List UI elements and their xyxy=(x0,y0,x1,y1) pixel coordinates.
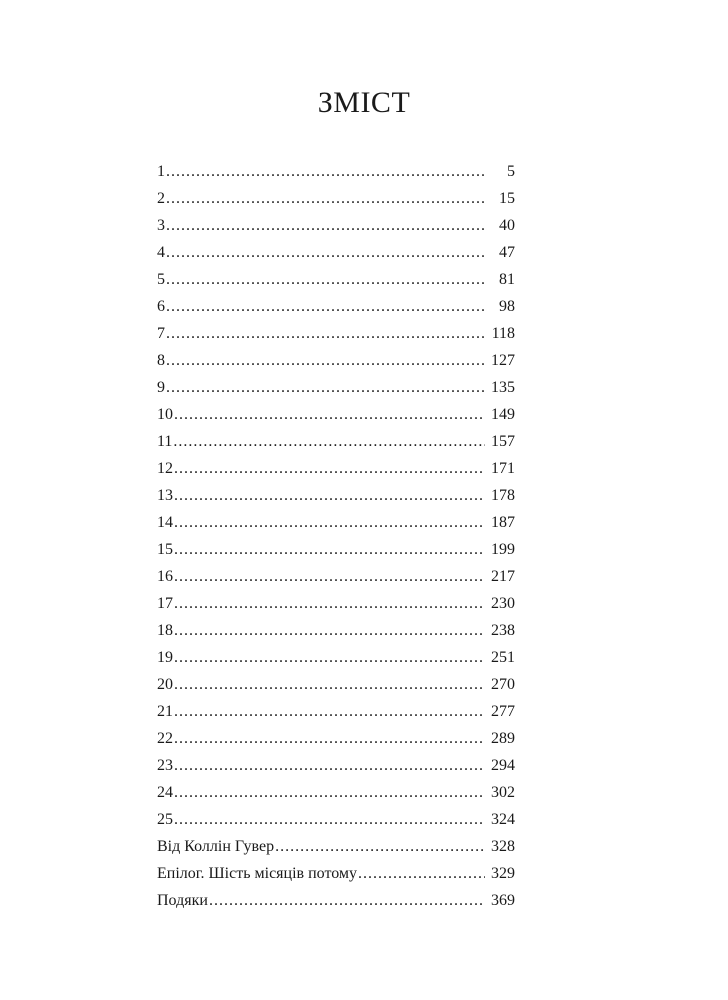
toc-entry-page: 157 xyxy=(491,433,515,450)
toc-entry-label: 3 xyxy=(157,217,165,234)
leader-dots xyxy=(209,887,485,914)
leader-dots xyxy=(173,428,485,455)
leader-dots xyxy=(174,482,485,509)
toc-entry-label: Епілог. Шість місяців потому xyxy=(157,865,358,882)
toc-entry xyxy=(157,563,515,590)
toc-entry-page: 5 xyxy=(507,163,515,180)
toc-entry-page: 149 xyxy=(491,406,515,423)
toc-entry-label: 24 xyxy=(157,784,173,801)
toc-entry-label: 1 xyxy=(157,163,165,180)
leader-dots xyxy=(275,833,485,860)
leader-dots xyxy=(358,860,485,887)
toc-entry-label: 6 xyxy=(157,298,165,315)
leader-dots xyxy=(174,725,485,752)
toc-entry xyxy=(157,536,515,563)
leader-dots xyxy=(166,239,485,266)
toc-entry-label: 20 xyxy=(157,676,173,693)
toc-entry xyxy=(157,293,515,320)
toc-entry xyxy=(157,482,515,509)
toc-entry-page: 15 xyxy=(499,190,515,207)
toc-entry-label: Подяки xyxy=(157,892,208,909)
leader-dots xyxy=(174,536,485,563)
page-title: ЗМІСТ xyxy=(317,86,411,119)
toc-entry-label: 5 xyxy=(157,271,165,288)
leader-dots xyxy=(174,617,485,644)
toc-entry-page: 199 xyxy=(491,541,515,558)
toc-entry xyxy=(157,860,515,887)
toc-entry xyxy=(157,671,515,698)
toc-entry xyxy=(157,698,515,725)
leader-dots xyxy=(174,590,485,617)
toc-entry-label: 19 xyxy=(157,649,173,666)
leader-dots xyxy=(174,455,485,482)
leader-dots xyxy=(174,509,485,536)
toc-entry-label: 11 xyxy=(157,433,173,450)
toc-entry xyxy=(157,239,515,266)
toc-entry-page: 289 xyxy=(491,730,515,747)
toc-entry xyxy=(157,590,515,617)
toc-entry-page: 171 xyxy=(491,460,515,477)
toc-entry-page: 328 xyxy=(491,838,515,855)
toc-entry xyxy=(157,752,515,779)
leader-dots xyxy=(174,401,485,428)
toc-entry xyxy=(157,617,515,644)
toc-entry-page: 40 xyxy=(499,217,515,234)
toc-entry-label: 4 xyxy=(157,244,165,261)
toc-entry-page: 324 xyxy=(491,811,515,828)
toc-entry-page: 187 xyxy=(491,514,515,531)
toc-entry-page: 302 xyxy=(491,784,515,801)
toc-entry-page: 230 xyxy=(491,595,515,612)
toc-entry-label: 23 xyxy=(157,757,173,774)
toc-entry xyxy=(157,401,515,428)
leader-dots xyxy=(174,644,485,671)
toc-entry xyxy=(157,806,515,833)
leader-dots xyxy=(174,806,485,833)
toc-entry xyxy=(157,185,515,212)
toc-entry-page: 369 xyxy=(491,892,515,909)
toc-entry xyxy=(157,833,515,860)
leader-dots xyxy=(174,779,485,806)
toc-entry xyxy=(157,725,515,752)
toc-entry xyxy=(157,779,515,806)
toc-entry-label: 22 xyxy=(157,730,173,747)
toc-entry xyxy=(157,644,515,671)
toc-entry xyxy=(157,158,515,185)
toc-entry-label: 21 xyxy=(157,703,173,720)
leader-dots xyxy=(174,671,485,698)
toc-entry xyxy=(157,455,515,482)
leader-dots xyxy=(166,320,485,347)
toc-entry-label: 14 xyxy=(157,514,173,531)
toc-entry-page: 135 xyxy=(491,379,515,396)
toc-entry-page: 294 xyxy=(491,757,515,774)
toc-entry-page: 47 xyxy=(499,244,515,261)
toc-entry xyxy=(157,266,515,293)
toc-entry xyxy=(157,347,515,374)
toc-entry-page: 238 xyxy=(491,622,515,639)
toc-entry-label: 12 xyxy=(157,460,173,477)
toc-entry-label: 8 xyxy=(157,352,165,369)
toc-entry-label: 2 xyxy=(157,190,165,207)
toc-entry-page: 277 xyxy=(491,703,515,720)
toc-entry-label: 7 xyxy=(157,325,165,342)
toc-entry xyxy=(157,374,515,401)
toc-entry-label: 16 xyxy=(157,568,173,585)
toc-entry-page: 178 xyxy=(491,487,515,504)
table-of-contents xyxy=(157,158,515,914)
toc-entry-label: 15 xyxy=(157,541,173,558)
toc-entry-label: 9 xyxy=(157,379,165,396)
leader-dots xyxy=(166,293,485,320)
toc-entry-page: 251 xyxy=(491,649,515,666)
leader-dots xyxy=(166,266,485,293)
toc-entry-page: 98 xyxy=(499,298,515,315)
toc-entry-page: 217 xyxy=(491,568,515,585)
toc-entry-page: 81 xyxy=(499,271,515,288)
toc-entry-page: 118 xyxy=(491,325,515,342)
toc-entry-label: 25 xyxy=(157,811,173,828)
toc-entry-label: Від Коллін Гувер xyxy=(157,838,275,855)
toc-entry-page: 270 xyxy=(491,676,515,693)
leader-dots xyxy=(166,158,485,185)
toc-entry xyxy=(157,320,515,347)
toc-entry xyxy=(157,428,515,455)
toc-entry-page: 127 xyxy=(491,352,515,369)
leader-dots xyxy=(174,563,485,590)
toc-entry-label: 13 xyxy=(157,487,173,504)
toc-entry-label: 17 xyxy=(157,595,173,612)
toc-entry xyxy=(157,887,515,914)
leader-dots xyxy=(166,185,485,212)
leader-dots xyxy=(166,374,485,401)
toc-entry xyxy=(157,212,515,239)
leader-dots xyxy=(166,347,485,374)
toc-entry-label: 10 xyxy=(157,406,173,423)
toc-entry-page: 329 xyxy=(491,865,515,882)
leader-dots xyxy=(166,212,485,239)
toc-entry xyxy=(157,509,515,536)
toc-entry-label: 18 xyxy=(157,622,173,639)
leader-dots xyxy=(174,752,485,779)
leader-dots xyxy=(174,698,485,725)
